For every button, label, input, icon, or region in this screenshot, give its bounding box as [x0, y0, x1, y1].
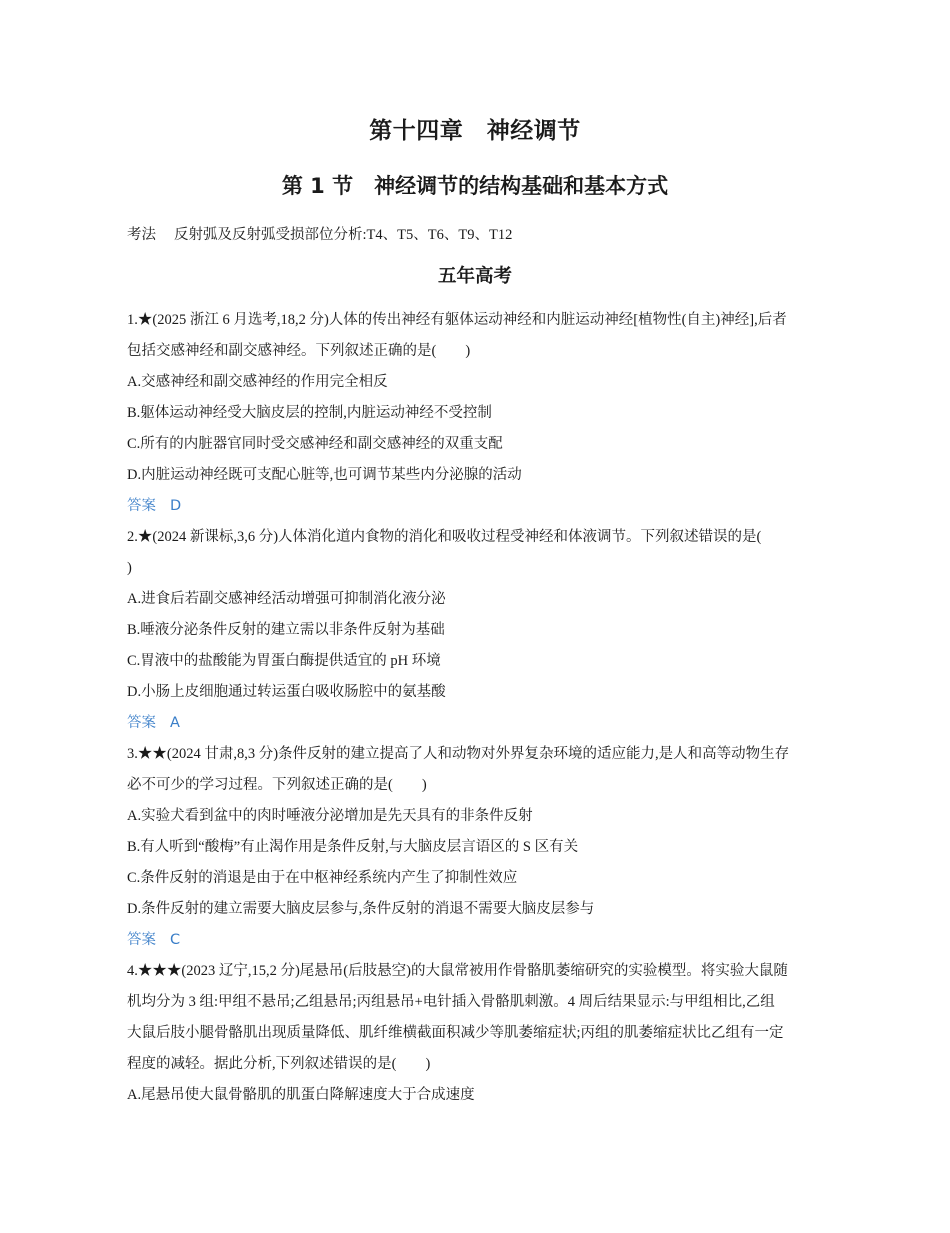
answer-label: 答案 — [127, 715, 156, 731]
answer-line — [127, 925, 827, 956]
option-item: C.条件反射的消退是由于在中枢神经系统内产生了抑制性效应 — [127, 870, 518, 886]
option-item: B.躯体运动神经受大脑皮层的控制,内脏运动神经不受控制 — [127, 405, 492, 421]
answer-value: D — [170, 498, 182, 514]
question-block — [127, 739, 827, 956]
answer-value: A — [170, 715, 180, 731]
option-item: A.尾悬吊使大鼠骨骼肌的肌蛋白降解速度大于合成速度 — [127, 1087, 475, 1103]
option-item: D.内脏运动神经既可支配心脏等,也可调节某些内分泌腺的活动 — [127, 467, 522, 483]
question-block — [127, 305, 827, 522]
question-block — [127, 522, 827, 739]
question-stem-line: 机均分为 3 组:甲组不悬吊;乙组悬吊;丙组悬吊+电针插入骨骼肌刺激。4 周后结果显示:与甲组相比,乙组 — [127, 994, 775, 1010]
answer-line — [127, 491, 827, 522]
option-item: D.小肠上皮细胞通过转运蛋白吸收肠腔中的氨基酸 — [127, 684, 446, 700]
chapter-title: 第十四章 神经调节 — [369, 118, 581, 144]
question-stem-line: 包括交感神经和副交感神经。下列叙述正确的是( ) — [127, 343, 471, 359]
answer-label: 答案 — [127, 498, 156, 514]
option-item: D.条件反射的建立需要大脑皮层参与,条件反射的消退不需要大脑皮层参与 — [127, 901, 595, 917]
question-stem-line: 3.★★(2024 甘肃,8,3 分)条件反射的建立提高了人和动物对外界复杂环境的适应能力,是人和高等动物生存 — [127, 746, 790, 762]
question-stem-line: 1.★(2025 浙江 6 月选考,18,2 分)人体的传出神经有躯体运动神经和内脏运动神经[植物性(自主)神经],后者 — [127, 312, 787, 328]
option-item: C.所有的内脏器官同时受交感神经和副交感神经的双重支配 — [127, 436, 503, 452]
question-stem-line: ) — [127, 560, 132, 576]
exam-method-line — [127, 223, 512, 244]
option-item: A.交感神经和副交感神经的作用完全相反 — [127, 374, 388, 390]
method-label: 考法 — [127, 227, 156, 243]
question-stem-line: 程度的减轻。据此分析,下列叙述错误的是( ) — [127, 1056, 431, 1072]
answer-value: C — [170, 932, 181, 948]
method-text: 反射弧及反射弧受损部位分析:T4、T5、T6、T9、T12 — [174, 227, 513, 243]
answer-label: 答案 — [127, 932, 156, 948]
question-stem-line: 必不可少的学习过程。下列叙述正确的是( ) — [127, 777, 427, 793]
answer-line — [127, 708, 827, 739]
option-item: C.胃液中的盐酸能为胃蛋白酶提供适宜的 pH 环境 — [127, 653, 441, 669]
option-item: A.实验犬看到盆中的肉时唾液分泌增加是先天具有的非条件反射 — [127, 808, 533, 824]
question-stem-line: 大鼠后肢小腿骨骼肌出现质量降低、肌纤维横截面积减少等肌萎缩症状;丙组的肌萎缩症状比乙组有一定 — [127, 1025, 784, 1041]
option-item: B.唾液分泌条件反射的建立需以非条件反射为基础 — [127, 622, 445, 638]
question-list — [127, 305, 827, 1111]
option-item: B.有人听到“酸梅”有止渴作用是条件反射,与大脑皮层言语区的 S 区有关 — [127, 839, 579, 855]
question-stem-line: 2.★(2024 新课标,3,6 分)人体消化道内食物的消化和吸收过程受神经和体液调节。下列叙述错误的是( — [127, 529, 762, 545]
section-title: 第 1 节 神经调节的结构基础和基本方式 — [281, 174, 669, 198]
question-block — [127, 956, 827, 1111]
option-item: A.进食后若副交感神经活动增强可抑制消化液分泌 — [127, 591, 446, 607]
subheading: 五年高考 — [437, 266, 512, 287]
question-stem-line: 4.★★★(2023 辽宁,15,2 分)尾悬吊(后肢悬空)的大鼠常被用作骨骼肌萎缩研究的实验模型。将实验大鼠随 — [127, 963, 788, 979]
